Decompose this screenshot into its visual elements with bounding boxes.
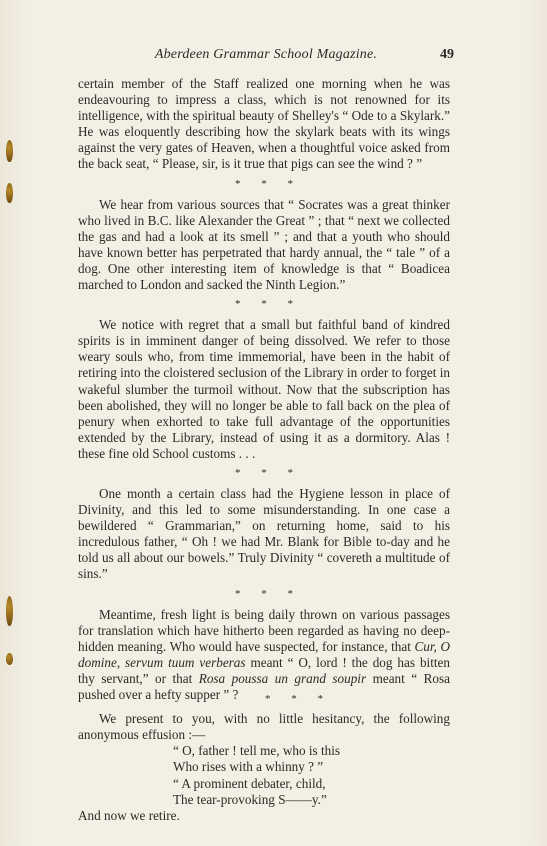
text-run: Meantime, fresh light is being daily thrown on various passages for translation which have hitherto been regarded as having no deep-hidden meaning. Who would have suspected, for instance, that	[78, 606, 450, 654]
article-body	[78, 76, 450, 824]
section-separator: * * *	[265, 693, 323, 706]
binding-mark	[6, 140, 13, 162]
binding-mark	[6, 596, 13, 626]
page-header	[78, 47, 454, 67]
section-separator: * * *	[235, 587, 293, 600]
text-run: meant “ O, lord ! the dog has bitten thy servant,” or that	[78, 654, 450, 686]
page-number: 49	[440, 47, 454, 62]
text-run: meant “ Rosa pushed over a hefty supper ” ?	[78, 670, 450, 702]
section-separator: * * *	[235, 298, 293, 311]
section-separator: * * *	[235, 177, 293, 190]
paragraph: We present to you, with no little hesitancy, the following anonymous effusion :—	[78, 711, 450, 743]
closing-line: And now we retire.	[78, 807, 180, 823]
latin-phrase: Cur, O domine, servum tuum verberas	[78, 638, 450, 670]
paragraph: We hear from various sources that “ Socrates was a great thinker who lived in B.C. like Alexander the Great ” ; that “ next we collected the gas and had a look at its smell ” ; and that a youth who should have known better has perpetrated that hardy annual, the “ tale ” of a dog. One other interesting item of knowledge is that “ Boadicea marched to London and sacked the Ninth Legion.”	[78, 196, 450, 293]
french-phrase: Rosa poussa un grand soupir	[198, 670, 367, 686]
binding-mark	[6, 653, 13, 665]
verse-line: The tear-provoking S——y.”	[173, 791, 327, 807]
paragraph: certain member of the Staff realized one morning when he was endeavouring to impress a class, which is not renowned for its intelligence, with the spiritual beauty of Shelley's “ Ode to a Skylark.” He was eloquently describing how the skylark beats with its wings against the very gates of Heaven, when a thoughtful voice asked from the back seat, “ Please, sir, is it true that pigs can see the wind ? ”	[78, 76, 450, 172]
paragraph: One month a certain class had the Hygiene lesson in place of Divinity, and this led to some misunderstanding. In one case a bewildered “ Grammarian,” on returning home, said to his incredulous father, “ Oh ! we had Mr. Blank for Bible to-day and he told us all about our bowels.” Truly Divinity “ covereth a multitude of sins.”	[78, 485, 450, 582]
verse-line: “ A prominent debater, child,	[173, 775, 326, 791]
verse-line: “ O, father ! tell me, who is this	[173, 743, 341, 759]
paragraph	[78, 607, 450, 704]
verse	[173, 743, 450, 807]
running-head: Aberdeen Grammar School Magazine.	[154, 47, 378, 62]
verse-line: Who rises with a whinny ? ”	[173, 759, 324, 775]
paragraph: We notice with regret that a small but faithful band of kindred spirits is in imminent danger of being dissolved. We refer to those weary souls who, from time immemorial, have been in the habit of retiring into the cloistered seclusion of the Library in order to forget in wakeful slumber the turmoil without. Now that the subscription has been abolished, they will no longer be able to fall back on the plea of penury when exhorted to take full advantage of the opportunities extended by the Library, instead of using it as a dormitory. Alas ! these fine old School customs . . .	[78, 317, 450, 461]
section-separator: * * *	[235, 466, 293, 479]
binding-mark	[6, 183, 13, 203]
